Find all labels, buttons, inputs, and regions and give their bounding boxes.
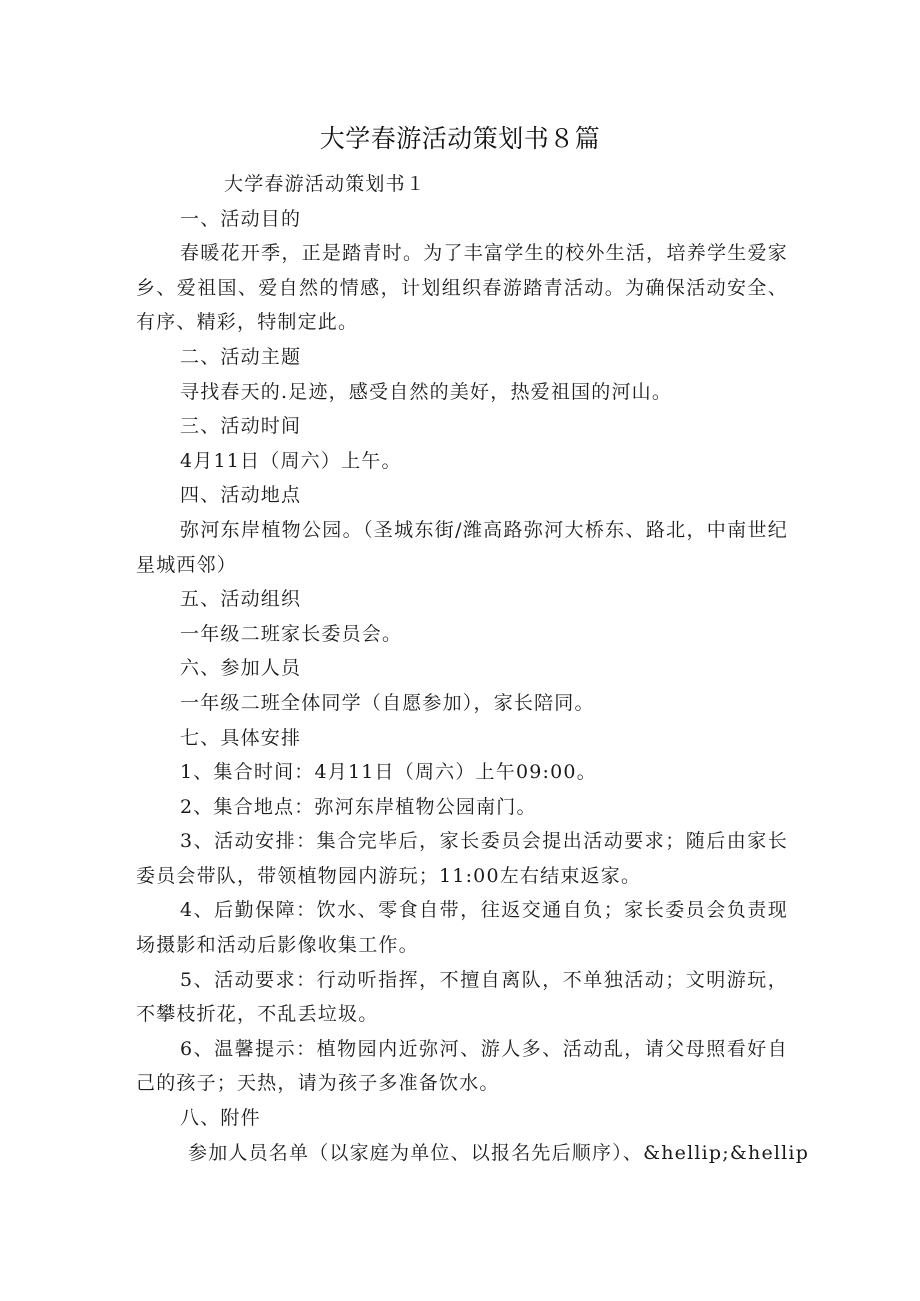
heading-purpose: 一、活动目的	[180, 207, 302, 230]
document-title: 大学春游活动策划书８篇	[319, 124, 601, 153]
schedule-item-2: 2、集合地点：弥河东岸植物公园南门。	[180, 795, 537, 818]
section-subtitle: 大学春游活动策划书１	[224, 173, 427, 195]
heading-attachment: 八、附件	[180, 1107, 261, 1130]
heading-theme: 二、活动主题	[180, 345, 302, 368]
schedule-item-4: 4、后勤保障：饮水、零食自带，往返交通自负；家长委员会负责现场摄影和活动后影像收集工作。	[136, 899, 788, 957]
heading-schedule: 七、具体安排	[180, 726, 302, 749]
heading-participants: 六、参加人员	[180, 657, 302, 680]
schedule-item-6: 6、温馨提示：植物园内近弥河、游人多、活动乱，请父母照看好自己的孩子；天热，请为孩子多准备饮水。	[136, 1037, 788, 1095]
paragraph-time: 4月11日（周六）上午。	[180, 449, 402, 472]
document-body	[136, 167, 810, 1170]
heading-organization: 五、活动组织	[180, 588, 302, 611]
paragraph-organization: 一年级二班家长委员会。	[180, 622, 403, 645]
paragraph-purpose: 春暖花开季，正是踏青时。为了丰富学生的校外生活，培养学生爱家乡、爱祖国、爱自然的情感，计划组织春游踏青活动。为确保活动安全、有序、精彩，特制定此。	[136, 242, 788, 334]
attachment-line: 参加人员名单（以家庭为单位、以报名先后顺序）、&hellip;&hellip	[188, 1141, 810, 1164]
schedule-item-5: 5、活动要求：行动听指挥，不擅自离队，不单独活动；文明游玩，不攀枝折花，不乱丢垃圾。	[136, 968, 788, 1026]
paragraph-location: 弥河东岸植物公园。（圣城东街/潍高路弥河大桥东、路北，中南世纪星城西邻）	[136, 518, 788, 576]
heading-time: 三、活动时间	[180, 415, 302, 438]
paragraph-participants: 一年级二班全体同学（自愿参加），家长陪同。	[180, 691, 595, 714]
paragraph-theme: 寻找春天的.足迹，感受自然的美好，热爱祖国的河山。	[180, 380, 673, 403]
schedule-item-1: 1、集合时间：4月11日（周六）上午09:00。	[180, 761, 597, 784]
heading-location: 四、活动地点	[180, 484, 302, 507]
schedule-item-3: 3、活动安排：集合完毕后，家长委员会提出活动要求；随后由家长委员会带队，带领植物园内游玩；11:00左右结束返家。	[136, 830, 788, 887]
